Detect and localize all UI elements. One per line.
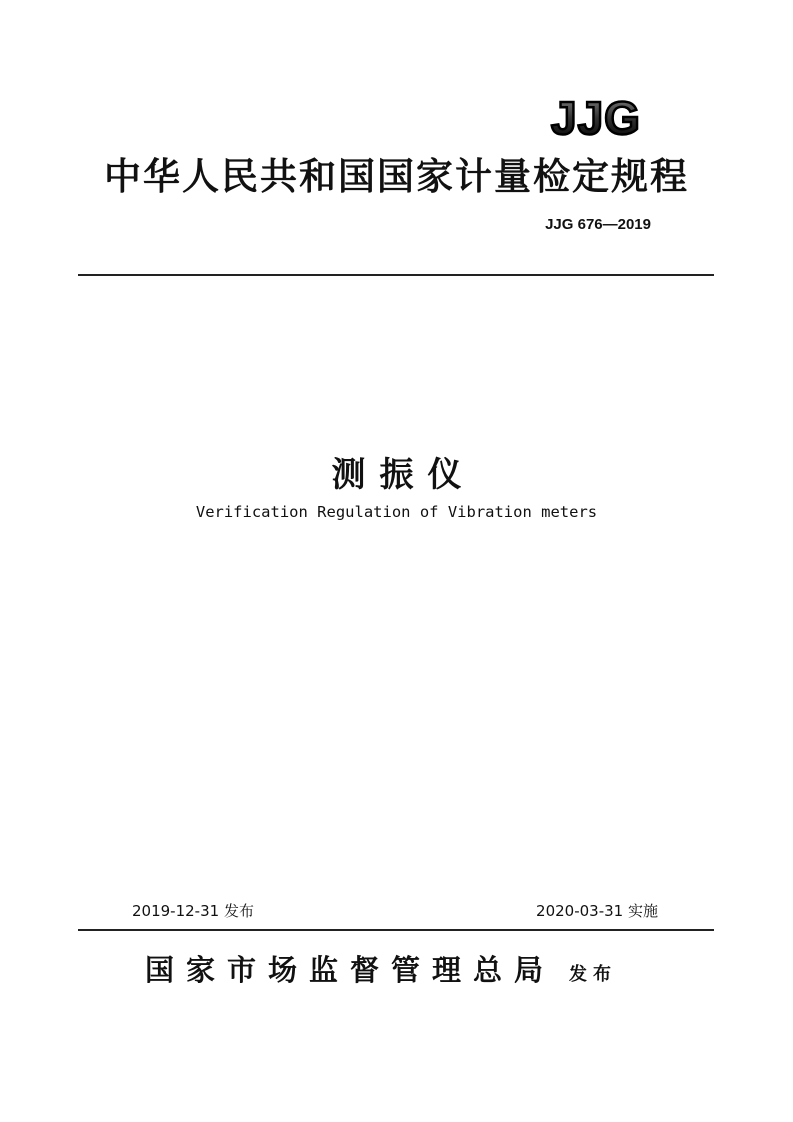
bottom-divider — [78, 929, 714, 931]
document-title: 测振仪 — [331, 455, 476, 495]
jjg-logo-text: JJG — [551, 92, 641, 140]
jjg-logo — [540, 92, 650, 140]
document-english-title: Verification Regulation of Vibration meters — [195, 503, 598, 521]
top-divider — [78, 274, 714, 276]
issue-date: 2019-12-31 发布 — [132, 902, 254, 920]
effective-date: 2020-03-31 实施 — [536, 902, 658, 920]
publisher-line — [145, 948, 617, 997]
standard-number: JJG 676—2019 — [545, 216, 651, 233]
publish-label: 发布 — [569, 964, 618, 985]
publisher-name: 国家市场监督管理总局 — [145, 953, 556, 987]
main-title: 中华人民共和国国家计量检定规程 — [104, 155, 689, 198]
